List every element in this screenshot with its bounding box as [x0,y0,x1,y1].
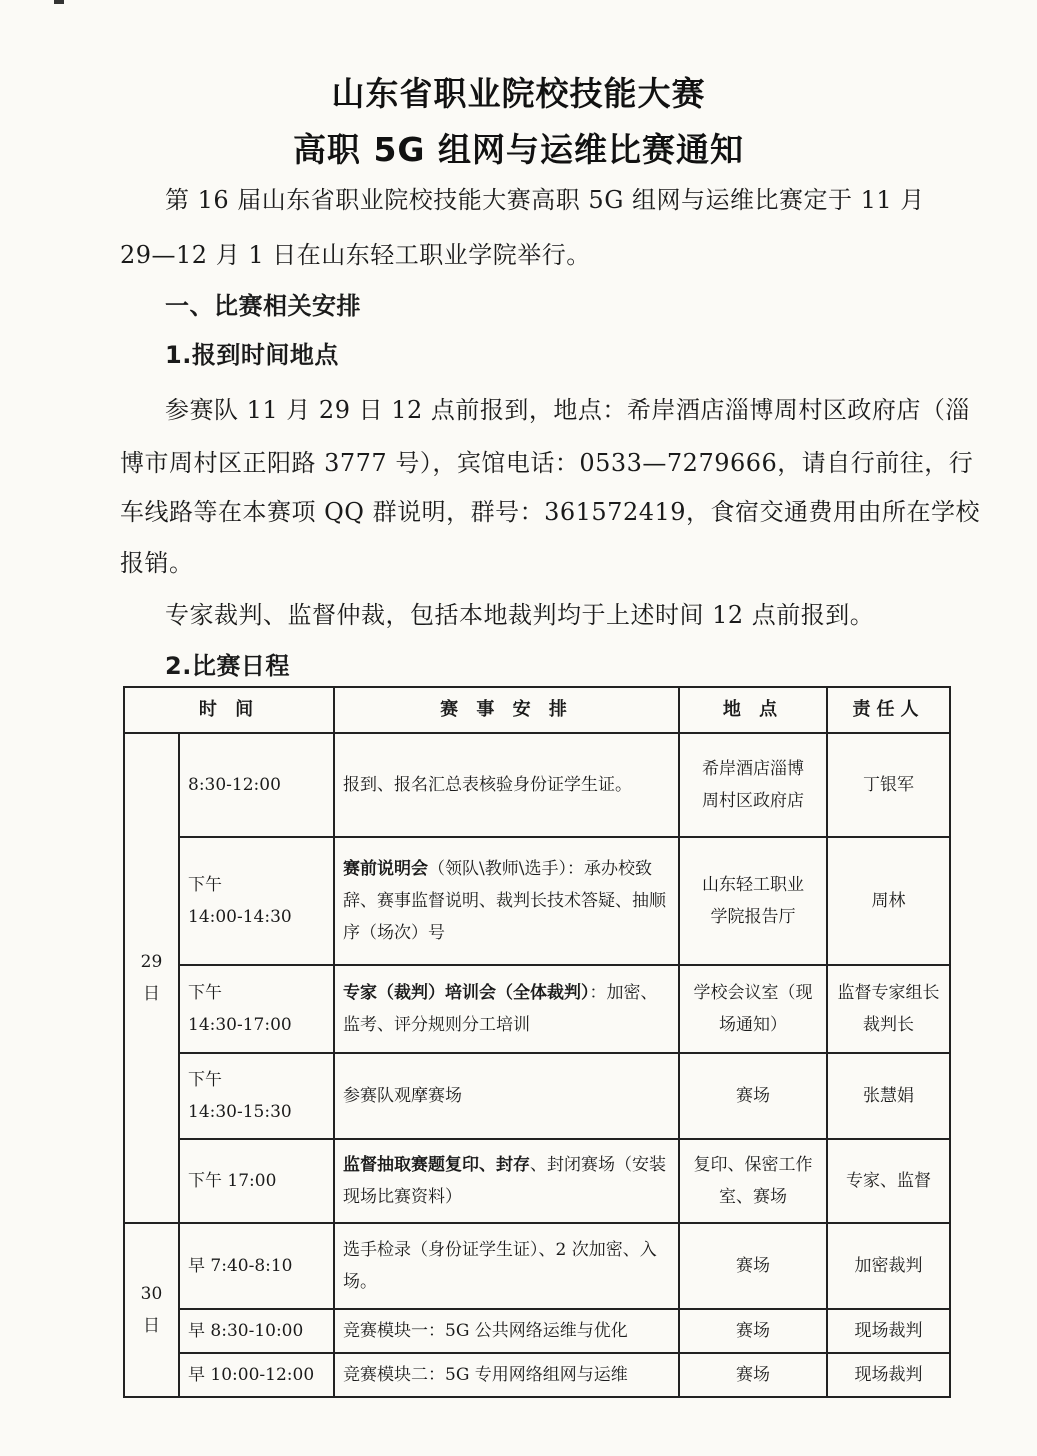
table-row [124,1223,950,1309]
place-cell: 赛场 [679,1353,827,1397]
table-row [124,1309,950,1353]
section-heading: 一、比赛相关安排 [165,292,361,320]
table-row [124,733,950,837]
place-cell: 学校会议室（现 场通知） [679,965,827,1053]
event-cell: 参赛队观摩赛场 [334,1053,679,1139]
schedule-table [123,686,951,1398]
place-cell: 山东轻工职业 学院报告厅 [679,837,827,965]
intro-line: 第 16 届山东省职业院校技能大赛高职 5G 组网与运维比赛定于 11 月 [165,186,925,214]
event-cell: 监督抽取赛题复印、封存、封闭赛场（安装现场比赛资料） [334,1139,679,1223]
subsection-heading: 1.报到时间地点 [165,341,339,369]
header-place: 地 点 [679,687,827,733]
header-time: 时 间 [124,687,334,733]
document-title-line2: 高职 5G 组网与运维比赛通知 [292,130,745,169]
table-header-row [124,687,950,733]
paragraph-line: 车线路等在本赛项 QQ 群说明，群号：361572419，食宿交通费用由所在学校 [120,498,981,526]
paragraph-line: 博市周村区正阳路 3777 号），宾馆电话：0533—7279666，请自行前往，行 [120,449,974,477]
table-row [124,1353,950,1397]
subsection-heading: 2.比赛日程 [165,652,290,680]
header-person: 责任人 [827,687,950,733]
paragraph-line: 报销。 [120,549,194,577]
scan-mark [54,0,64,4]
person-cell: 现场裁判 [827,1353,950,1397]
time-cell: 早 8:30-10:00 [179,1309,334,1353]
time-cell: 下午 14:30-17:00 [179,965,334,1053]
day-cell-29: 29 日 [124,733,179,1223]
event-cell: 赛前说明会（领队\教师\选手）：承办校致辞、赛事监督说明、裁判长技术答疑、抽顺序（场次）号 [334,837,679,965]
time-cell: 早 7:40-8:10 [179,1223,334,1309]
paragraph-line: 专家裁判、监督仲裁，包括本地裁判均于上述时间 12 点前报到。 [165,601,875,629]
document-title-line1: 山东省职业院校技能大赛 [331,74,706,113]
person-cell: 现场裁判 [827,1309,950,1353]
header-event: 赛 事 安 排 [334,687,679,733]
time-cell: 早 10:00-12:00 [179,1353,334,1397]
table-row [124,965,950,1053]
place-cell: 赛场 [679,1309,827,1353]
event-cell: 选手检录（身份证学生证）、2 次加密、入场。 [334,1223,679,1309]
event-cell: 竞赛模块二：5G 专用网络组网与运维 [334,1353,679,1397]
table-row [124,1053,950,1139]
place-cell: 赛场 [679,1053,827,1139]
place-cell: 赛场 [679,1223,827,1309]
table-row [124,837,950,965]
person-cell: 专家、监督 [827,1139,950,1223]
time-cell: 8:30-12:00 [179,733,334,837]
day-cell-30: 30 日 [124,1223,179,1397]
person-cell: 周林 [827,837,950,965]
person-cell: 张慧娟 [827,1053,950,1139]
person-cell: 加密裁判 [827,1223,950,1309]
time-cell: 下午 14:00-14:30 [179,837,334,965]
place-cell: 复印、保密工作 室、赛场 [679,1139,827,1223]
paragraph-line: 参赛队 11 月 29 日 12 点前报到，地点：希岸酒店淄博周村区政府店（淄 [165,396,970,424]
table-row [124,1139,950,1223]
event-cell: 竞赛模块一：5G 公共网络运维与优化 [334,1309,679,1353]
person-cell: 丁银军 [827,733,950,837]
time-cell: 下午 17:00 [179,1139,334,1223]
intro-line: 29—12 月 1 日在山东轻工职业学院举行。 [120,241,591,269]
event-cell: 报到、报名汇总表核验身份证学生证。 [334,733,679,837]
place-cell: 希岸酒店淄博 周村区政府店 [679,733,827,837]
event-cell: 专家（裁判）培训会（全体裁判）：加密、监考、评分规则分工培训 [334,965,679,1053]
time-cell: 下午 14:30-15:30 [179,1053,334,1139]
person-cell: 监督专家组长裁判长 [827,965,950,1053]
